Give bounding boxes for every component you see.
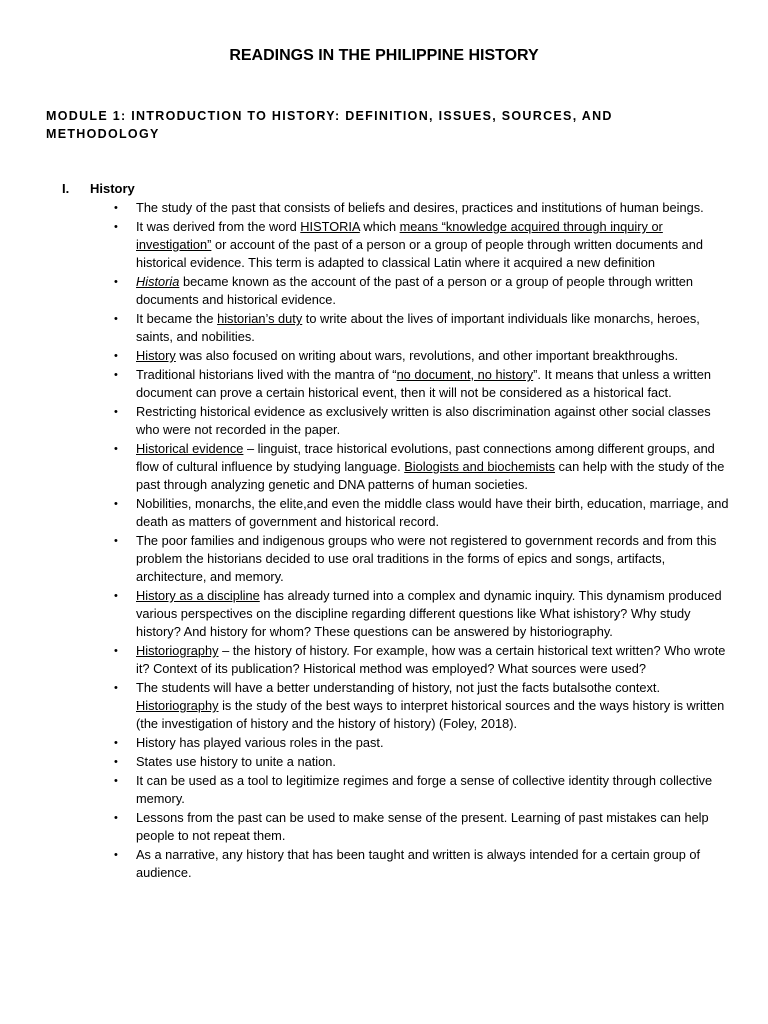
bullet-dot-icon: •: [114, 775, 118, 787]
bullet-text: History has played various roles in the past.: [136, 735, 384, 750]
bullet-dot-icon: •: [114, 276, 118, 288]
bullet-text: It was derived from the word: [136, 219, 301, 234]
bullet-text: or account of the past of a person or a group of people through written documents and historical evidence. This term is adapted to classical Latin where it acquired a new definition: [136, 237, 703, 270]
underlined-term: History as a discipline: [136, 588, 260, 603]
bullet-dot-icon: •: [114, 443, 118, 455]
bullet-text: As a narrative, any history that has been taught and written is always intended for a certain group of audience.: [136, 847, 701, 880]
bullet-text: Traditional historians lived with the mantra of “: [136, 367, 397, 382]
bullet-item: [62, 809, 732, 845]
bullet-item: [62, 753, 732, 771]
bullet-item: [62, 310, 732, 346]
bullet-text: It became the: [136, 311, 218, 326]
bullet-item: [62, 846, 732, 882]
bullet-dot-icon: •: [114, 313, 118, 325]
bullet-dot-icon: •: [114, 849, 118, 861]
bullet-item: [62, 403, 732, 439]
bullet-item: [62, 347, 732, 365]
underlined-term: History: [136, 348, 176, 363]
bullet-dot-icon: •: [114, 498, 118, 510]
underlined-term: historian’s duty: [217, 311, 303, 326]
bullet-item: [62, 642, 732, 678]
bullet-item: [62, 772, 732, 808]
bullet-item: [62, 679, 732, 733]
section-heading: [62, 180, 732, 198]
bullet-item: [62, 366, 732, 402]
bullet-item: [62, 440, 732, 494]
bullet-text: It can be used as a tool to legitimize regimes and forge a sense of collective identity through collective memory.: [136, 773, 713, 806]
bullet-dot-icon: •: [114, 202, 118, 214]
bullet-item: [62, 273, 732, 309]
underlined-term: Historiography: [136, 698, 219, 713]
bullet-dot-icon: •: [114, 756, 118, 768]
bullet-item: [62, 734, 732, 752]
bullet-dot-icon: •: [114, 682, 118, 694]
underlined-term: Historical evidence: [136, 441, 244, 456]
section-number: I.: [62, 181, 70, 196]
bullet-item: [62, 218, 732, 272]
bullet-text: which: [359, 219, 400, 234]
bullet-dot-icon: •: [114, 590, 118, 602]
bullet-text: The poor families and indigenous groups who were not registered to government records and from this problem the historians decided to use oral traditions in the forms of epics and songs, artifacts, architecture, and memory.: [136, 533, 717, 584]
underlined-term: Historia: [136, 274, 180, 289]
bullet-text: to write about the lives of important individuals like monarchs, heroes, saints, and nobilities.: [136, 311, 700, 344]
bullet-text: was also focused on writing about wars, revolutions, and other important breakthroughs.: [175, 348, 679, 363]
bullet-dot-icon: •: [114, 350, 118, 362]
bullet-text: Lessons from the past can be used to make sense of the present. Learning of past mistakes can help people to not repeat them.: [136, 810, 709, 843]
section-history: [62, 180, 732, 883]
bullet-text: Nobilities, monarchs, the elite,and even the middle class would have their birth, education, marriage, and death as matters of government and historical record.: [136, 496, 729, 529]
section-title: History: [90, 181, 135, 196]
bullet-text: – the history of history. For example, how was a certain historical text written? Who wrote it? Context of its publication? Historical method was employed? What sources were used?: [136, 643, 726, 676]
bullet-text: became known as the account of the past of a person or a group of people through written documents and historical evidence.: [136, 274, 694, 307]
bullet-dot-icon: •: [114, 645, 118, 657]
bullet-dot-icon: •: [114, 737, 118, 749]
document-title: READINGS IN THE PHILIPPINE HISTORY: [229, 47, 539, 64]
bullet-item: [62, 495, 732, 531]
bullet-dot-icon: •: [114, 221, 118, 233]
underlined-term: HISTORIA: [300, 219, 360, 234]
bullet-text: Restricting historical evidence as exclusively written is also discrimination against other social classes who were not recorded in the paper.: [136, 404, 711, 437]
bullet-dot-icon: •: [114, 369, 118, 381]
underlined-term: no document, no history: [396, 367, 534, 382]
bullet-text: can help with the study of the past through analyzing genetic and DNA patterns of human societies.: [136, 459, 725, 492]
bullet-item: [62, 587, 732, 641]
module-heading: MODULE 1: INTRODUCTION TO HISTORY: DEFINITION, ISSUES, SOURCES, AND METHODOLOGY: [46, 109, 613, 141]
bullet-text: States use history to unite a nation.: [136, 754, 336, 769]
underlined-term: Biologists and biochemists: [404, 459, 555, 474]
bullet-text: ”. It means that unless a written document can prove a certain historical event, then it will not be considered as a historical fact.: [136, 367, 711, 400]
bullet-text: The study of the past that consists of beliefs and desires, practices and institutions of human beings.: [136, 200, 704, 215]
bullet-text: – linguist, trace historical evolutions, past connections among different groups, and flow of cultural influence by studying language.: [136, 441, 715, 474]
bullet-dot-icon: •: [114, 535, 118, 547]
bullet-list: [62, 199, 732, 882]
bullet-text: The students will have a better understanding of history, not just the facts butalsothe context.: [136, 680, 661, 695]
bullet-dot-icon: •: [114, 812, 118, 824]
bullet-text: is the study of the best ways to interpret historical sources and the ways history is written (the investigation of history and the history of history) (Foley, 2018).: [136, 698, 725, 731]
bullet-dot-icon: •: [114, 406, 118, 418]
bullet-item: [62, 532, 732, 586]
bullet-text: has already turned into a complex and dynamic inquiry. This dynamism produced various perspectives on the discipline regarding different questions like What ishistory? Why study history? And history for whom? These questions can be answered by historiography.: [136, 588, 722, 639]
underlined-term: means “knowledge acquired through inquiry or investigation”: [136, 219, 663, 252]
underlined-term: Historiography: [136, 643, 219, 658]
bullet-item: [62, 199, 732, 217]
